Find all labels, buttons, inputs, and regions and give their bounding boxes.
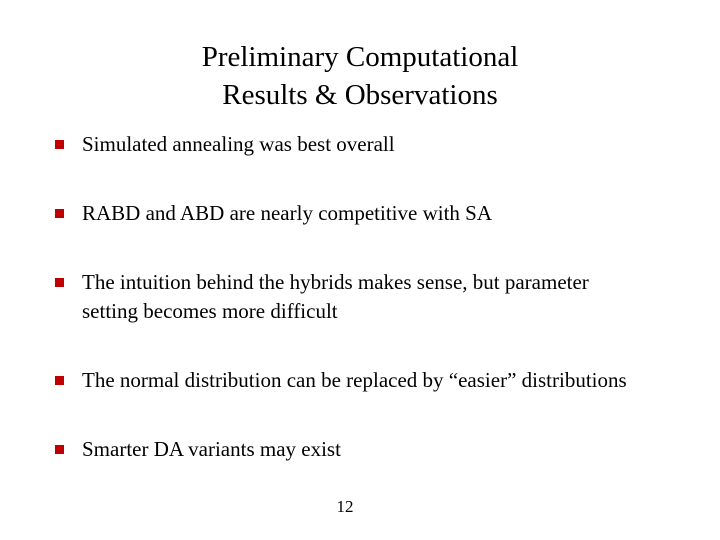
square-bullet-icon xyxy=(55,209,64,218)
bullet-item xyxy=(52,199,712,228)
square-bullet-icon xyxy=(55,278,64,287)
bullet-text: RABD and ABD are nearly competitive with SA xyxy=(82,201,493,225)
bullet-text: The intuition behind the hybrids makes sense, but parameter xyxy=(82,270,589,294)
bullet-item xyxy=(52,366,712,395)
square-bullet-icon xyxy=(55,445,64,454)
page-number: 12 xyxy=(336,497,354,516)
bullet-text: The normal distribution can be replaced by “easier” distributions xyxy=(82,368,627,392)
bullet-list xyxy=(52,130,712,464)
bullet-text: Smarter DA variants may exist xyxy=(82,437,341,461)
slide-title xyxy=(0,38,720,114)
slide-title-line-2: Results & Observations xyxy=(222,79,498,111)
bullet-item xyxy=(52,268,712,326)
bullet-text: Simulated annealing was best overall xyxy=(82,132,395,156)
bullet-item xyxy=(52,435,712,464)
square-bullet-icon xyxy=(55,376,64,385)
slide-title-line-1: Preliminary Computational xyxy=(201,41,519,73)
bullet-item xyxy=(52,130,712,159)
square-bullet-icon xyxy=(55,140,64,149)
bullet-text-continuation: setting becomes more difficult xyxy=(82,299,338,323)
